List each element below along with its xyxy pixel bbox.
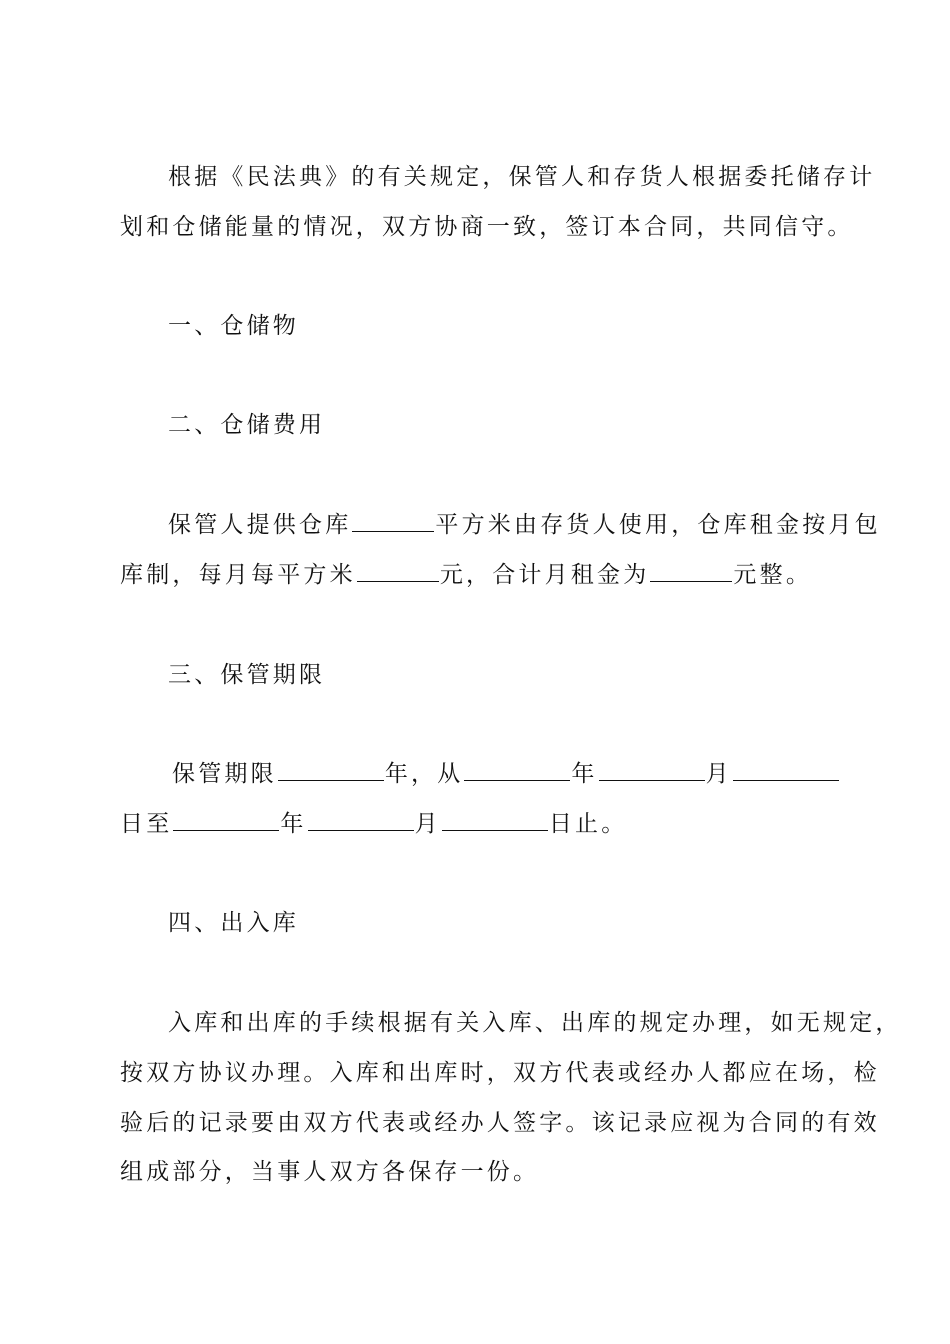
fee-text-3: 库制，每月每平方米 (120, 562, 356, 588)
start-month-blank[interactable] (599, 760, 705, 781)
intro-paragraph-line-1: 根据《民法典》的有关规定，保管人和存货人根据委托储存计 (168, 164, 876, 190)
end-day-blank[interactable] (442, 810, 548, 831)
io-paragraph-line-1: 入库和出库的手续根据有关入库、出库的规定办理，如无规定， (168, 1010, 902, 1036)
fee-text-2: 平方米由存货人使用，仓库租金按月包 (435, 512, 881, 538)
end-month-blank[interactable] (308, 810, 414, 831)
section-heading-in-out: 四、出入库 (168, 910, 299, 936)
term-years-blank[interactable] (278, 760, 384, 781)
term-text-8: 日止。 (548, 811, 628, 837)
fee-text-5: 元整。 (733, 562, 813, 588)
section-heading-storage-fee: 二、仓储费用 (168, 412, 326, 438)
fee-paragraph-line-2 (120, 560, 812, 590)
start-day-blank[interactable] (733, 760, 839, 781)
io-paragraph-line-2: 按双方协议办理。入库和出库时，双方代表或经办人都应在场，检 (120, 1060, 880, 1086)
term-text-2: 年，从 (384, 761, 464, 787)
term-paragraph-line-1 (172, 759, 840, 789)
section-heading-storage-goods: 一、仓储物 (168, 313, 299, 339)
term-text-4: 月 (705, 761, 732, 787)
end-year-blank[interactable] (173, 810, 279, 831)
io-paragraph-line-3: 验后的记录要由双方代表或经办人签字。该记录应视为合同的有效 (120, 1110, 880, 1136)
area-blank[interactable] (352, 511, 434, 532)
term-text-3: 年 (571, 761, 598, 787)
fee-text-4: 元，合计月租金为 (439, 562, 650, 588)
intro-paragraph-line-2: 划和仓储能量的情况，双方协商一致，签订本合同，共同信守。 (120, 214, 854, 240)
term-text-5: 日至 (120, 811, 173, 837)
term-text-7: 月 (414, 811, 441, 837)
io-paragraph-line-4: 组成部分，当事人双方各保存一份。 (120, 1159, 540, 1185)
fee-text-1: 保管人提供仓库 (168, 512, 352, 538)
term-text-1: 保管期限 (172, 761, 277, 787)
unit-price-blank[interactable] (357, 561, 439, 582)
start-year-blank[interactable] (464, 760, 570, 781)
section-heading-storage-term: 三、保管期限 (168, 662, 326, 688)
monthly-rent-blank[interactable] (650, 561, 732, 582)
fee-paragraph-line-1 (168, 510, 881, 540)
term-paragraph-line-2 (120, 809, 627, 839)
term-text-6: 年 (280, 811, 307, 837)
